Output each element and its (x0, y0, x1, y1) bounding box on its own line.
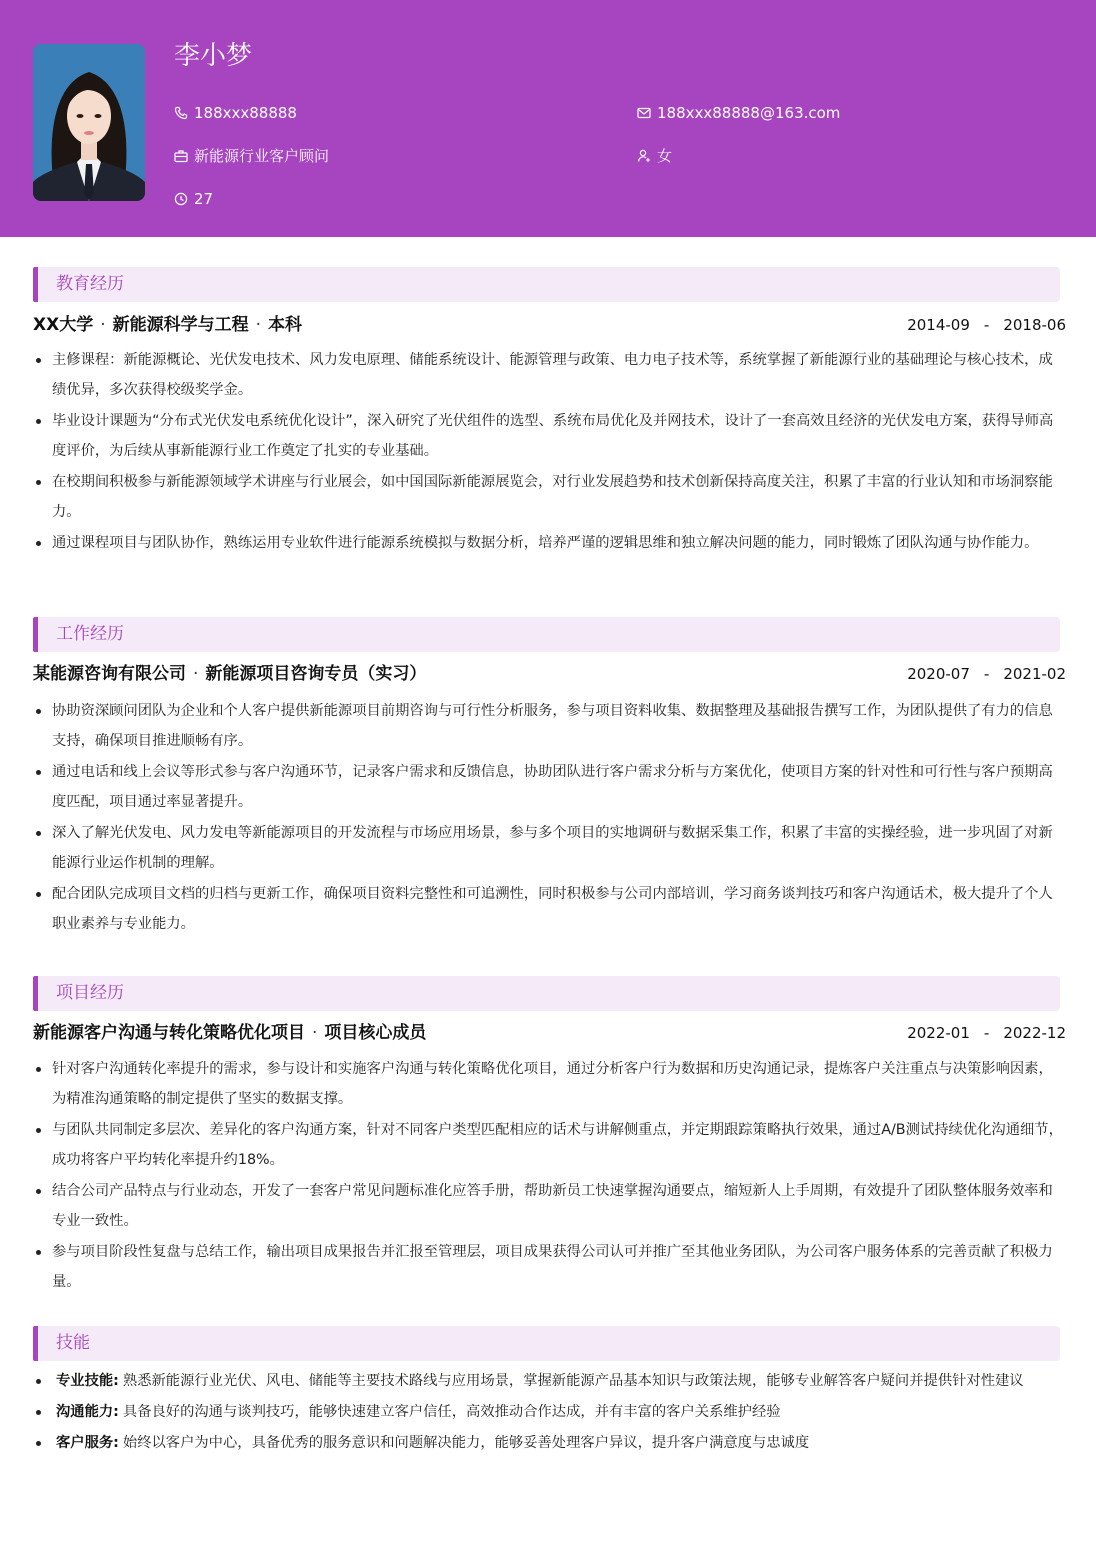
skill-text: 始终以客户为中心，具备优秀的服务意识和问题解决能力，能够妥善处理客户异议，提升客户满意度与忠诚度 (122, 1435, 810, 1451)
degree: 本科 (268, 315, 303, 335)
list-item: 主修课程：新能源概论、光伏发电技术、风力发电原理、储能系统设计、能源管理与政策、电力电子技术等，系统掌握了新能源行业的基础理论与核心技术，成绩优异，多次获得校级奖学金。 (33, 345, 1063, 405)
mail-icon (637, 106, 651, 120)
job-info (174, 145, 329, 167)
email-value: 188xxx88888@163.com (657, 104, 841, 122)
skill-label: 专业技能: (56, 1373, 119, 1389)
section-accent (33, 267, 38, 302)
skill-text: 具备良好的沟通与谈判技巧，能够快速建立客户信任，高效推动合作达成，并有丰富的客户关系维护经验 (122, 1404, 781, 1420)
project-section-header (33, 976, 1060, 1011)
end-date: 2021-02 (1003, 665, 1066, 683)
skill-item (33, 1397, 1063, 1427)
phone-icon (174, 106, 188, 120)
list-item: 参与项目阶段性复盘与总结工作，输出项目成果报告并汇报至管理层，项目成果获得公司认可并推广至其他业务团队，为公司客户服务体系的完善贡献了积极力量。 (33, 1237, 1063, 1297)
list-item: 配合团队完成项目文档的归档与更新工作，确保项目资料完整性和可追溯性，同时积极参与公司内部培训，学习商务谈判技巧和客户沟通话术，极大提升了个人职业素养与专业能力。 (33, 879, 1063, 939)
education-section-header (33, 267, 1060, 302)
end-date: 2018-06 (1003, 316, 1066, 334)
section-title: 教育经历 (56, 274, 124, 294)
work-section-header (33, 617, 1060, 652)
skills-section-header (33, 1326, 1060, 1361)
list-item: 协助资深顾问团队为企业和个人客户提供新能源项目前期咨询与可行性分析服务，参与项目资料收集、数据整理及基础报告撰写工作，为团队提供了有力的信息支持，确保项目推进顺畅有序。 (33, 696, 1063, 756)
project-list (33, 1054, 1063, 1298)
section-title: 技能 (56, 1333, 90, 1353)
profile-photo (33, 44, 145, 201)
start-date: 2020-07 (907, 665, 970, 683)
end-date: 2022-12 (1003, 1024, 1066, 1042)
project-name: 新能源客户沟通与转化策略优化项目 (33, 1023, 305, 1043)
company-name: 某能源咨询有限公司 (33, 664, 186, 684)
list-item: 与团队共同制定多层次、差异化的客户沟通方案，针对不同客户类型匹配相应的话术与讲解侧重点，并定期跟踪策略执行效果，通过A/B测试持续优化沟通细节，成功将客户平均转化率提升约18%。 (33, 1115, 1063, 1175)
age-info (174, 188, 213, 210)
section-title: 项目经历 (56, 983, 124, 1003)
section-accent (33, 617, 38, 652)
project-entry-header: 新能源客户沟通与转化策略优化项目 · 项目核心成员 2022-01 - 2022-12 (33, 1023, 1066, 1043)
clock-icon (174, 192, 188, 206)
role-name: 项目核心成员 (324, 1023, 427, 1043)
skill-item (33, 1366, 1063, 1396)
start-date: 2022-01 (907, 1024, 970, 1042)
job-value: 新能源行业客户顾问 (194, 147, 330, 165)
start-date: 2014-09 (907, 316, 970, 334)
education-entry-header: XX大学 · 新能源科学与工程 · 本科 2014-09 - 2018-06 (33, 315, 1066, 335)
list-item: 结合公司产品特点与行业动态，开发了一套客户常见问题标准化应答手册，帮助新员工快速掌握沟通要点，缩短新人上手周期，有效提升了团队整体服务效率和专业一致性。 (33, 1176, 1063, 1236)
age-value: 27 (194, 190, 214, 208)
school-name: XX大学 (33, 315, 94, 335)
email-info (637, 102, 840, 124)
list-item: 毕业设计课题为“分布式光伏发电系统优化设计”，深入研究了光伏组件的选型、系统布局优化及并网技术，设计了一套高效且经济的光伏发电方案，获得导师高度评价，为后续从事新能源行业工作奠定了扎实的专业基础。 (33, 406, 1063, 466)
section-title: 工作经历 (56, 624, 124, 644)
education-list (33, 345, 1063, 559)
list-item: 在校期间积极参与新能源领域学术讲座与行业展会，如中国国际新能源展览会，对行业发展趋势和技术创新保持高度关注，积累了丰富的行业认知和市场洞察能力。 (33, 467, 1063, 527)
section-accent (33, 976, 38, 1011)
skills-list (33, 1366, 1063, 1459)
skill-item (33, 1428, 1063, 1458)
gender-value: 女 (657, 147, 673, 165)
skill-label: 沟通能力: (56, 1404, 119, 1420)
work-entry-header: 某能源咨询有限公司 · 新能源项目咨询专员（实习） 2020-07 - 2021-02 (33, 664, 1066, 684)
phone-value: 188xxx88888 (194, 104, 297, 122)
work-list (33, 696, 1063, 940)
section-accent (33, 1326, 38, 1361)
gender-info (637, 145, 672, 167)
list-item: 针对客户沟通转化率提升的需求，参与设计和实施客户沟通与转化策略优化项目，通过分析客户行为数据和历史沟通记录，提炼客户关注重点与决策影响因素，为精准沟通策略的制定提供了坚实的数据支撑。 (33, 1054, 1063, 1114)
skill-label: 客户服务: (56, 1435, 119, 1451)
user-icon (637, 149, 651, 163)
role-name: 新能源项目咨询专员（实习） (205, 664, 427, 684)
list-item: 深入了解光伏发电、风力发电等新能源项目的开发流程与市场应用场景，参与多个项目的实地调研与数据采集工作，积累了丰富的实操经验，进一步巩固了对新能源行业运作机制的理解。 (33, 818, 1063, 878)
profile-name: 李小梦 (174, 41, 253, 71)
briefcase-icon (174, 149, 188, 163)
phone-info (174, 102, 297, 124)
profile-header (0, 0, 1096, 237)
list-item: 通过电话和线上会议等形式参与客户沟通环节，记录客户需求和反馈信息，协助团队进行客户需求分析与方案优化，使项目方案的针对性和可行性与客户预期高度匹配，项目通过率显著提升。 (33, 757, 1063, 817)
major-name: 新能源科学与工程 (112, 315, 249, 335)
list-item: 通过课程项目与团队协作，熟练运用专业软件进行能源系统模拟与数据分析，培养严谨的逻辑思维和独立解决问题的能力，同时锻炼了团队沟通与协作能力。 (33, 528, 1063, 558)
skill-text: 熟悉新能源行业光伏、风电、储能等主要技术路线与应用场景，掌握新能源产品基本知识与政策法规，能够专业解答客户疑问并提供针对性建议 (122, 1373, 1024, 1389)
